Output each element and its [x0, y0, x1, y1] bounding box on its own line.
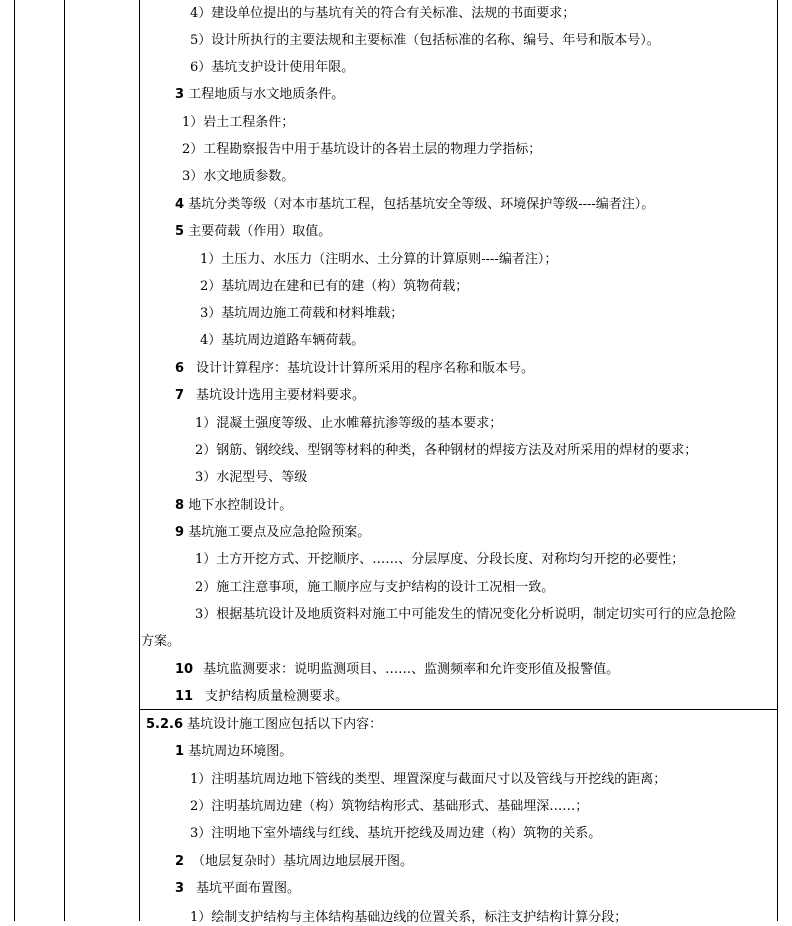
list-item: 1）混凝土强度等级、止水帷幕抗渗等级的基本要求； — [195, 416, 503, 431]
list-item: 方案。 — [141, 634, 181, 649]
list-item: 1）注明基坑周边地下管线的类型、埋置深度与截面尺寸以及管线与开挖线的距离； — [190, 772, 667, 787]
list-item: 3）根据基坑设计及地质资料对施工中可能发生的情况变化分析说明，制定切实可行的应急抢险 — [195, 607, 737, 622]
list-item: 3 基坑平面布置图。 — [175, 881, 301, 896]
list-item: 2）注明基坑周边建（构）筑物结构形式、基础形式、基础埋深……； — [190, 799, 589, 814]
list-item: 6）基坑支护设计使用年限。 — [190, 60, 355, 75]
list-item: 10 基坑监测要求：说明监测项目、……、监测频率和允许变形值及报警值。 — [175, 662, 620, 677]
list-item: 2）钢筋、钢绞线、型钢等材料的种类，各种钢材的焊接方法及对所采用的焊材的要求； — [195, 443, 698, 458]
list-item: 11 支护结构质量检测要求。 — [175, 689, 349, 704]
list-item: 4）基坑周边道路车辆荷载。 — [200, 333, 365, 348]
table-inner-divider — [139, 0, 140, 921]
list-item: 1）绘制支护结构与主体结构基础边线的位置关系，标注支护结构计算分段； — [190, 910, 628, 925]
section-heading: 5.2.6 基坑设计施工图应包括以下内容： — [146, 717, 383, 732]
list-item: 1 基坑周边环境图。 — [175, 744, 293, 759]
list-item: 9 基坑施工要点及应急抢险预案。 — [175, 525, 371, 540]
list-item: 1）土压力、水压力（注明水、土分算的计算原则----编者注）； — [200, 252, 558, 267]
list-item: 5 主要荷载（作用）取值。 — [175, 224, 332, 239]
table-row-divider — [139, 709, 778, 710]
list-item: 2）基坑周边在建和已有的建（构）筑物荷载； — [200, 279, 469, 294]
list-item: 3）基坑周边施工荷载和材料堆载； — [200, 306, 404, 321]
list-item: 7 基坑设计选用主要材料要求。 — [175, 388, 366, 403]
list-item: 3 工程地质与水文地质条件。 — [175, 87, 345, 102]
list-item: 3）注明地下室外墙线与红线、基坑开挖线及周边建（构）筑物的关系。 — [190, 826, 602, 841]
list-item: 2）工程勘察报告中用于基坑设计的各岩土层的物理力学指标； — [182, 142, 542, 157]
table-right-border — [777, 0, 778, 921]
list-item: 2 （地层复杂时）基坑周边地层展开图。 — [175, 854, 414, 869]
list-item: 4 基坑分类等级（对本市基坑工程，包括基坑安全等级、环境保护等级----编者注）。 — [175, 197, 655, 212]
list-item: 4）建设单位提出的与基坑有关的符合有关标准、法规的书面要求； — [190, 6, 576, 21]
list-item: 6 设计计算程序：基坑设计计算所采用的程序名称和版本号。 — [175, 361, 535, 376]
table-left-border — [14, 0, 15, 921]
list-item: 8 地下水控制设计。 — [175, 498, 293, 513]
list-item: 5）设计所执行的主要法规和主要标准（包括标准的名称、编号、年号和版本号）。 — [190, 33, 660, 48]
table-column-divider — [64, 0, 65, 921]
list-item: 2）施工注意事项，施工顺序应与支护结构的设计工况相一致。 — [195, 580, 555, 595]
list-item: 3）水文地质参数。 — [182, 169, 295, 184]
list-item: 1）土方开挖方式、开挖顺序、……、分层厚度、分段长度、对称均匀开挖的必要性； — [195, 552, 685, 567]
list-item: 3）水泥型号、等级 — [195, 470, 308, 485]
list-item: 1）岩土工程条件； — [182, 115, 295, 130]
